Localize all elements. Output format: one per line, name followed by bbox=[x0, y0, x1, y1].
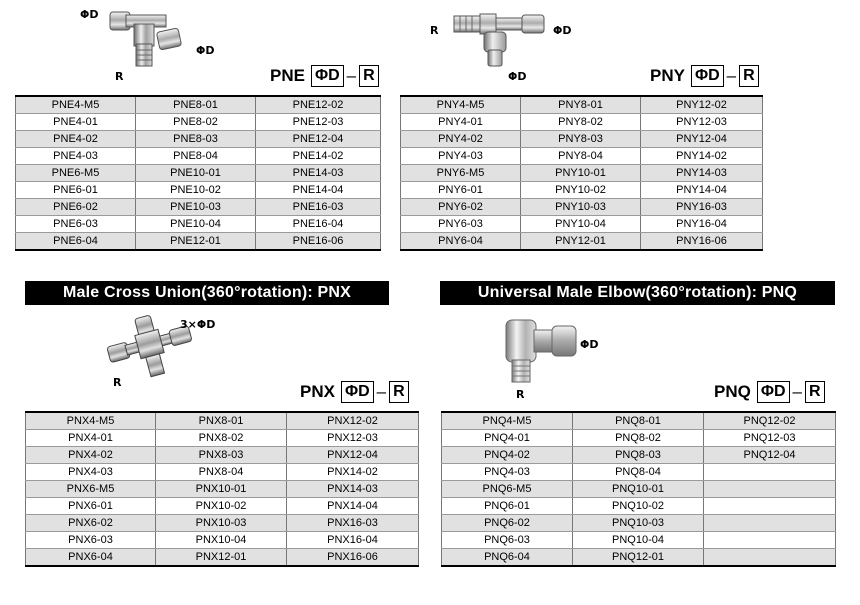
model-cell bbox=[704, 464, 836, 481]
table-row bbox=[26, 464, 419, 481]
model-cell: PNY6-03 bbox=[401, 216, 521, 233]
model-cell: PNE14-03 bbox=[256, 165, 381, 182]
pne-tee-fitting-photo bbox=[102, 6, 196, 72]
pne-d-label-right: ΦD bbox=[196, 44, 215, 57]
table-row bbox=[16, 148, 381, 165]
model-cell: PNY4-03 bbox=[401, 148, 521, 165]
model-cell: PNY6-02 bbox=[401, 199, 521, 216]
model-cell: PNQ6-01 bbox=[442, 498, 573, 515]
model-cell: PNY8-04 bbox=[521, 148, 641, 165]
pnq-section-title: Universal Male Elbow(360°rotation): PNQ bbox=[440, 281, 835, 305]
model-cell: PNY12-01 bbox=[521, 233, 641, 251]
pnq-model-table bbox=[441, 411, 836, 567]
model-cell: PNX4-M5 bbox=[26, 412, 156, 430]
table-row bbox=[26, 515, 419, 532]
model-cell: PNE6-03 bbox=[16, 216, 136, 233]
model-cell: PNX10-04 bbox=[156, 532, 287, 549]
table-row bbox=[16, 114, 381, 131]
pny-d-label-bottom: ΦD bbox=[508, 70, 527, 83]
model-cell: PNE12-01 bbox=[136, 233, 256, 251]
table-row bbox=[401, 131, 763, 148]
model-cell: PNE12-03 bbox=[256, 114, 381, 131]
table-row bbox=[442, 430, 836, 447]
table-row bbox=[26, 498, 419, 515]
model-cell bbox=[704, 549, 836, 567]
model-cell: PNQ10-03 bbox=[573, 515, 704, 532]
model-cell: PNQ6-04 bbox=[442, 549, 573, 567]
pnx-section-title: Male Cross Union(360°rotation): PNX bbox=[25, 281, 389, 305]
model-cell: PNE10-02 bbox=[136, 182, 256, 199]
model-cell: PNE8-02 bbox=[136, 114, 256, 131]
model-cell: PNX8-03 bbox=[156, 447, 287, 464]
model-cell: PNE10-04 bbox=[136, 216, 256, 233]
model-cell: PNX8-02 bbox=[156, 430, 287, 447]
table-row bbox=[442, 464, 836, 481]
model-cell: PNX14-04 bbox=[287, 498, 419, 515]
model-cell: PNY8-02 bbox=[521, 114, 641, 131]
model-cell: PNX16-06 bbox=[287, 549, 419, 567]
model-cell: PNQ12-04 bbox=[704, 447, 836, 464]
pny-tee-fitting-photo bbox=[452, 10, 552, 72]
table-row bbox=[442, 447, 836, 464]
model-cell: PNY6-04 bbox=[401, 233, 521, 251]
model-cell: PNY4-M5 bbox=[401, 96, 521, 114]
table-row bbox=[401, 148, 763, 165]
model-cell: PNY16-06 bbox=[641, 233, 763, 251]
model-cell: PNE8-03 bbox=[136, 131, 256, 148]
model-cell bbox=[704, 498, 836, 515]
model-cell: PNY10-04 bbox=[521, 216, 641, 233]
table-row bbox=[16, 199, 381, 216]
model-cell: PNY12-03 bbox=[641, 114, 763, 131]
pny-d-box: ΦD bbox=[691, 65, 724, 87]
pnq-dash: – bbox=[792, 382, 802, 401]
model-cell: PNY4-01 bbox=[401, 114, 521, 131]
model-cell: PNQ10-01 bbox=[573, 481, 704, 498]
model-cell: PNX14-03 bbox=[287, 481, 419, 498]
pnx-series-code: PNX bbox=[300, 382, 335, 401]
pny-dash: – bbox=[726, 66, 737, 85]
pnx-r-box: R bbox=[389, 381, 409, 403]
pne-order-code bbox=[270, 65, 379, 87]
model-cell: PNY14-03 bbox=[641, 165, 763, 182]
model-cell: PNX8-01 bbox=[156, 412, 287, 430]
model-cell: PNQ4-M5 bbox=[442, 412, 573, 430]
model-cell: PNQ6-M5 bbox=[442, 481, 573, 498]
model-cell: PNX12-02 bbox=[287, 412, 419, 430]
table-row bbox=[442, 515, 836, 532]
table-row bbox=[442, 532, 836, 549]
model-cell: PNY10-03 bbox=[521, 199, 641, 216]
model-cell: PNY8-03 bbox=[521, 131, 641, 148]
pnx-d-box: ΦD bbox=[341, 381, 374, 403]
model-cell: PNE16-03 bbox=[256, 199, 381, 216]
pnq-d-box: ΦD bbox=[757, 381, 790, 403]
pnq-series-code: PNQ bbox=[714, 382, 751, 401]
model-cell: PNX4-01 bbox=[26, 430, 156, 447]
table-row bbox=[16, 216, 381, 233]
model-cell: PNY6-M5 bbox=[401, 165, 521, 182]
model-cell: PNQ6-03 bbox=[442, 532, 573, 549]
model-cell: PNY16-03 bbox=[641, 199, 763, 216]
table-row bbox=[16, 233, 381, 251]
model-cell: PNY14-02 bbox=[641, 148, 763, 165]
pny-series-code: PNY bbox=[650, 66, 685, 85]
model-cell: PNQ4-02 bbox=[442, 447, 573, 464]
table-row bbox=[401, 182, 763, 199]
model-cell: PNE6-02 bbox=[16, 199, 136, 216]
model-cell: PNY4-02 bbox=[401, 131, 521, 148]
table-row bbox=[401, 216, 763, 233]
model-cell: PNE4-01 bbox=[16, 114, 136, 131]
model-cell: PNE6-01 bbox=[16, 182, 136, 199]
table-row bbox=[16, 182, 381, 199]
model-cell: PNE6-04 bbox=[16, 233, 136, 251]
pnx-dash: – bbox=[376, 382, 387, 401]
model-cell: PNE4-03 bbox=[16, 148, 136, 165]
model-cell: PNX10-01 bbox=[156, 481, 287, 498]
pnq-order-code bbox=[714, 381, 825, 403]
table-row bbox=[26, 532, 419, 549]
pne-d-box: ΦD bbox=[311, 65, 344, 87]
table-row bbox=[16, 131, 381, 148]
table-row bbox=[442, 498, 836, 515]
pnx-r-label: R bbox=[113, 376, 122, 389]
model-cell: PNQ8-02 bbox=[573, 430, 704, 447]
model-cell: PNY14-04 bbox=[641, 182, 763, 199]
model-cell: PNX12-03 bbox=[287, 430, 419, 447]
model-cell: PNY10-01 bbox=[521, 165, 641, 182]
model-cell: PNY12-04 bbox=[641, 131, 763, 148]
table-row bbox=[16, 165, 381, 182]
model-cell: PNX12-04 bbox=[287, 447, 419, 464]
table-row bbox=[401, 96, 763, 114]
table-row bbox=[26, 549, 419, 567]
model-cell: PNX16-04 bbox=[287, 532, 419, 549]
model-cell: PNE8-04 bbox=[136, 148, 256, 165]
model-cell: PNX14-02 bbox=[287, 464, 419, 481]
table-row bbox=[401, 233, 763, 251]
model-cell: PNQ12-03 bbox=[704, 430, 836, 447]
pnx-3d-label: 3×ΦD bbox=[180, 318, 216, 331]
model-cell: PNX6-03 bbox=[26, 532, 156, 549]
model-cell: PNY8-01 bbox=[521, 96, 641, 114]
model-cell: PNY16-04 bbox=[641, 216, 763, 233]
table-row bbox=[442, 549, 836, 567]
model-cell: PNQ4-03 bbox=[442, 464, 573, 481]
model-cell: PNE10-03 bbox=[136, 199, 256, 216]
model-cell: PNE16-06 bbox=[256, 233, 381, 251]
model-cell: PNE14-04 bbox=[256, 182, 381, 199]
pne-series-code: PNE bbox=[270, 66, 305, 85]
table-row bbox=[442, 481, 836, 498]
table-row bbox=[401, 114, 763, 131]
table-row bbox=[26, 412, 419, 430]
model-cell: PNX10-02 bbox=[156, 498, 287, 515]
model-cell: PNE4-M5 bbox=[16, 96, 136, 114]
model-cell: PNQ10-02 bbox=[573, 498, 704, 515]
model-cell: PNY12-02 bbox=[641, 96, 763, 114]
model-cell: PNQ8-03 bbox=[573, 447, 704, 464]
pne-model-table bbox=[15, 95, 381, 251]
model-cell: PNQ8-01 bbox=[573, 412, 704, 430]
model-cell: PNQ8-04 bbox=[573, 464, 704, 481]
model-cell: PNQ12-01 bbox=[573, 549, 704, 567]
model-cell: PNE4-02 bbox=[16, 131, 136, 148]
model-cell: PNX6-04 bbox=[26, 549, 156, 567]
pny-order-code bbox=[650, 65, 759, 87]
model-cell: PNY6-01 bbox=[401, 182, 521, 199]
model-cell: PNE12-04 bbox=[256, 131, 381, 148]
model-cell: PNE8-01 bbox=[136, 96, 256, 114]
model-cell bbox=[704, 515, 836, 532]
table-row bbox=[401, 165, 763, 182]
pne-d-label-left: ΦD bbox=[80, 8, 99, 21]
pny-d-label-right: ΦD bbox=[553, 24, 572, 37]
pne-r-label: R bbox=[115, 70, 124, 83]
model-cell: PNE12-02 bbox=[256, 96, 381, 114]
model-cell: PNX12-01 bbox=[156, 549, 287, 567]
model-cell: PNX6-01 bbox=[26, 498, 156, 515]
model-cell: PNX6-M5 bbox=[26, 481, 156, 498]
model-cell: PNE16-04 bbox=[256, 216, 381, 233]
pny-r-box: R bbox=[739, 65, 759, 87]
model-cell: PNX4-02 bbox=[26, 447, 156, 464]
model-cell: PNQ10-04 bbox=[573, 532, 704, 549]
model-cell: PNQ6-02 bbox=[442, 515, 573, 532]
pnq-d-label: ΦD bbox=[580, 338, 599, 351]
table-row bbox=[26, 447, 419, 464]
model-cell bbox=[704, 532, 836, 549]
pny-model-table bbox=[400, 95, 763, 251]
model-cell bbox=[704, 481, 836, 498]
pnx-order-code bbox=[300, 381, 409, 403]
model-cell: PNE14-02 bbox=[256, 148, 381, 165]
pnq-r-box: R bbox=[805, 381, 825, 403]
table-row bbox=[401, 199, 763, 216]
model-cell: PNQ4-01 bbox=[442, 430, 573, 447]
model-cell: PNX16-03 bbox=[287, 515, 419, 532]
model-cell: PNE10-01 bbox=[136, 165, 256, 182]
pny-r-label: R bbox=[430, 24, 439, 37]
pnq-elbow-fitting-photo bbox=[502, 314, 580, 386]
table-row bbox=[16, 96, 381, 114]
model-cell: PNX4-03 bbox=[26, 464, 156, 481]
pne-dash: – bbox=[346, 66, 357, 85]
table-row bbox=[26, 481, 419, 498]
table-row bbox=[26, 430, 419, 447]
model-cell: PNX10-03 bbox=[156, 515, 287, 532]
model-cell: PNQ12-02 bbox=[704, 412, 836, 430]
model-cell: PNY10-02 bbox=[521, 182, 641, 199]
pnx-model-table bbox=[25, 411, 419, 567]
pne-r-box: R bbox=[359, 65, 379, 87]
pnq-r-label: R bbox=[516, 388, 525, 401]
model-cell: PNX6-02 bbox=[26, 515, 156, 532]
model-cell: PNX8-04 bbox=[156, 464, 287, 481]
model-cell: PNE6-M5 bbox=[16, 165, 136, 182]
table-row bbox=[442, 412, 836, 430]
